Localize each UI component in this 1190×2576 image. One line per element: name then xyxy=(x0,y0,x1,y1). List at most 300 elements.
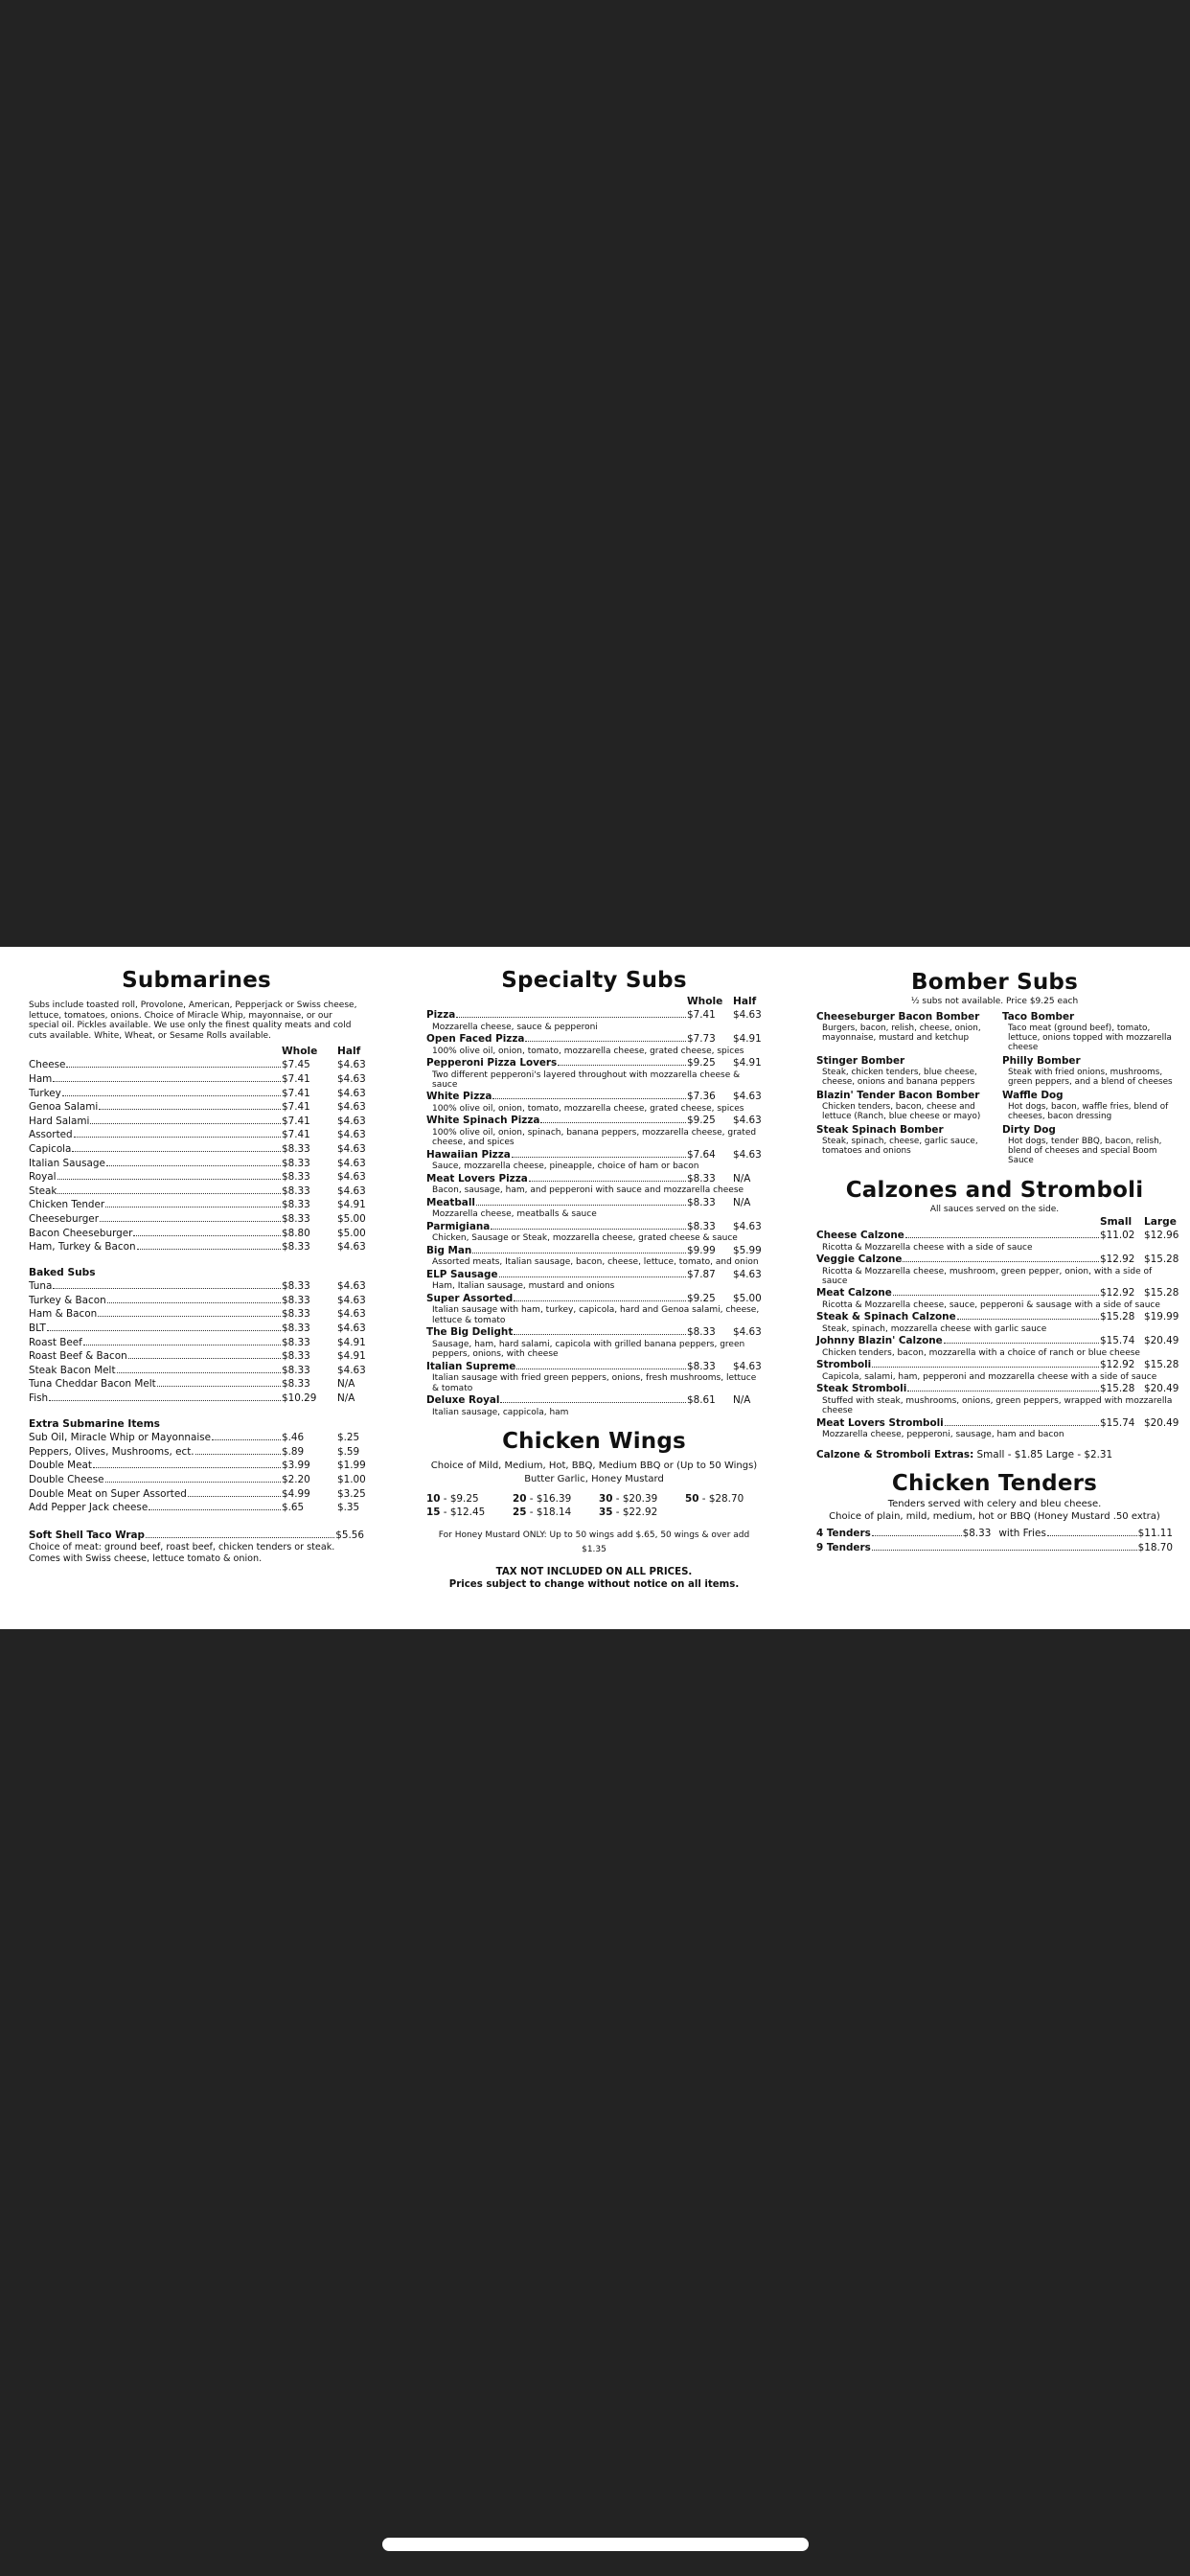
wings-note: For Honey Mustard ONLY: Up to 50 wings add $.65, 50 wings & over add $1.35 xyxy=(438,1530,750,1554)
price-half: $4.63 xyxy=(337,1241,366,1254)
wing-price xyxy=(599,1492,685,1506)
item-name: Steak Bacon Melt xyxy=(29,1364,116,1376)
price-whole: $9.25 xyxy=(687,1057,716,1069)
price-small: $15.74 xyxy=(1100,1335,1135,1347)
submarines-title: Submarines xyxy=(122,968,271,993)
price-small: $11.02 xyxy=(1100,1230,1135,1241)
bomber-name: Philly Bomber xyxy=(1002,1055,1081,1067)
menu-row xyxy=(29,1349,364,1364)
leader-dots xyxy=(903,1261,1099,1262)
leader-dots xyxy=(117,1372,281,1373)
item-desc: Mozzarella cheese, meatballs & sauce xyxy=(432,1209,597,1220)
bomber-name: Cheeseburger Bacon Bomber xyxy=(816,1011,980,1023)
wing-price xyxy=(426,1506,513,1519)
menu-row xyxy=(426,1360,762,1374)
menu-row xyxy=(816,1286,1179,1300)
item-name: Parmigiana xyxy=(426,1220,491,1232)
menu-row xyxy=(426,1220,762,1234)
item-name: Meat Calzone xyxy=(816,1287,892,1300)
leader-dots xyxy=(945,1425,1099,1426)
item-desc: Sausage, ham, hard salami, capicola with grilled banana peppers, green peppers, onions, with cheese xyxy=(432,1339,745,1360)
price-whole: $7.45 xyxy=(282,1059,310,1071)
leader-dots xyxy=(872,1550,1137,1551)
tax-note-2: Prices subject to change without notice on all items. xyxy=(448,1579,740,1591)
price-whole: $8.61 xyxy=(687,1394,716,1407)
price-small: $12.92 xyxy=(1100,1287,1135,1300)
item-name: Super Assorted xyxy=(426,1292,514,1304)
bomber-desc: Hot dogs, tender BBQ, bacon, relish, blend of cheeses and special Boom Sauce xyxy=(1008,1137,1162,1165)
menu-row xyxy=(426,1148,762,1162)
submarines-intro: Subs include toasted roll, Provolone, American, Pepperjack or Swiss cheese, lettuce, tomatoes, onions. Choice of Miracle Whip, mayonnaise, or our special oil. Pickles available. We use only the finest quality meats and cold cuts available. White, Wheat, or Sesame Rolls available. xyxy=(29,1000,357,1041)
leader-dots xyxy=(1047,1535,1137,1536)
price-whole: $7.87 xyxy=(687,1268,716,1280)
calzones-header xyxy=(816,1215,1177,1229)
price-whole: $7.36 xyxy=(687,1091,716,1103)
item-name: Turkey & Bacon xyxy=(29,1294,106,1306)
item-name: White Spinach Pizza xyxy=(426,1115,540,1127)
large-header: Large xyxy=(1144,1216,1177,1228)
price-half: $4.63 xyxy=(337,1129,366,1141)
price-half: $4.63 xyxy=(337,1087,366,1099)
wing-price xyxy=(685,1506,762,1519)
price-whole: $8.80 xyxy=(282,1227,310,1239)
leader-dots xyxy=(105,1207,281,1208)
menu-row xyxy=(426,1325,762,1340)
item-desc: Bacon, sausage, ham, and pepperoni with sauce and mozzarella cheese xyxy=(432,1185,744,1196)
item-desc: Sauce, mozzarella cheese, pineapple, choice of ham or bacon xyxy=(432,1162,699,1172)
leader-dots xyxy=(66,1067,281,1068)
leader-dots xyxy=(57,1179,281,1180)
leader-dots xyxy=(499,1276,686,1277)
bomber-title: Bomber Subs xyxy=(910,970,1078,995)
item-name: Royal xyxy=(29,1171,57,1184)
price-half: $4.63 xyxy=(733,1009,762,1021)
item-name: Italian Supreme xyxy=(426,1360,516,1372)
price-large: $20.49 xyxy=(1144,1416,1179,1429)
leader-dots xyxy=(57,1193,281,1194)
item-desc: Italian sausage, cappicola, ham xyxy=(432,1407,569,1417)
item-name: Fish xyxy=(29,1392,49,1405)
item-name: Tuna Cheddar Bacon Melt xyxy=(29,1378,156,1391)
price-whole: $9.25 xyxy=(687,1115,716,1127)
item-desc: Mozzarella cheese, sauce & pepperoni xyxy=(432,1022,598,1032)
item-name: Double Meat xyxy=(29,1460,92,1472)
leader-dots xyxy=(907,1391,1099,1392)
menu-row xyxy=(29,1392,364,1406)
wing-qty: 50 xyxy=(685,1493,699,1506)
bomber-item xyxy=(816,1090,998,1124)
price-whole: $8.33 xyxy=(282,1378,310,1391)
price-whole: $8.33 xyxy=(282,1171,310,1184)
price-half: $3.25 xyxy=(337,1487,366,1500)
menu-row xyxy=(816,1253,1179,1267)
price-half: $4.91 xyxy=(337,1199,366,1211)
menu-row xyxy=(29,1100,364,1115)
price-half: $4.63 xyxy=(733,1360,762,1372)
item-name: Pizza xyxy=(426,1009,456,1021)
menu-row xyxy=(29,1115,364,1129)
price-half: $4.63 xyxy=(337,1280,366,1293)
item-desc: Ricotta & Mozzarella cheese, sauce, pepperoni & sausage with a side of sauce xyxy=(822,1300,1160,1310)
wing-price xyxy=(513,1492,599,1506)
bomber-desc: Hot dogs, bacon, waffle fries, blend of cheeses, bacon dressing xyxy=(1008,1102,1169,1121)
wing-price xyxy=(685,1492,762,1506)
tender-price: $8.33 xyxy=(962,1528,992,1540)
bomber-desc: Burgers, bacon, relish, cheese, onion, mayonnaise, mustard and ketchup xyxy=(822,1024,981,1043)
price-half: $4.63 xyxy=(733,1220,762,1232)
menu-image xyxy=(0,947,1190,1629)
leader-dots xyxy=(476,1205,686,1206)
bomber-item xyxy=(1002,1011,1175,1055)
price-half: $4.63 xyxy=(337,1364,366,1376)
menu-row xyxy=(816,1229,1179,1243)
item-name: Sub Oil, Miracle Whip or Mayonnaise xyxy=(29,1432,212,1444)
item-desc: Italian sausage with ham, turkey, capicola, hard and Genoa salami, cheese, lettuce & tomato xyxy=(432,1305,760,1325)
leader-dots xyxy=(872,1367,1099,1368)
item-name: ELP Sausage xyxy=(426,1268,498,1280)
price-half: $5.99 xyxy=(733,1244,762,1256)
wings-line2: Butter Garlic, Honey Mustard xyxy=(524,1474,664,1485)
item-name: Johnny Blazin' Calzone xyxy=(816,1335,943,1347)
menu-row xyxy=(29,1322,364,1336)
price-whole: $8.33 xyxy=(282,1212,310,1225)
price-whole: $8.33 xyxy=(282,1336,310,1348)
item-name: Ham xyxy=(29,1072,53,1085)
item-desc: Ham, Italian sausage, mustard and onions xyxy=(432,1281,615,1292)
leader-dots xyxy=(525,1041,686,1042)
leader-dots xyxy=(90,1123,281,1124)
bomber-item xyxy=(816,1124,998,1168)
taco-wrap-price: $5.56 xyxy=(335,1529,364,1541)
leader-dots xyxy=(516,1368,686,1369)
price-whole: $8.33 xyxy=(282,1364,310,1376)
leader-dots xyxy=(53,1288,281,1289)
price-whole: $3.99 xyxy=(282,1460,310,1472)
item-name: Roast Beef xyxy=(29,1336,82,1348)
wing-qty: 35 xyxy=(599,1506,613,1519)
leader-dots xyxy=(514,1334,686,1335)
price-whole: $7.64 xyxy=(687,1148,716,1161)
price-half: N/A xyxy=(337,1392,355,1405)
price-whole: $7.41 xyxy=(687,1009,716,1021)
menu-row xyxy=(426,1244,762,1258)
menu-row xyxy=(426,1196,762,1210)
price-whole: $8.33 xyxy=(282,1322,310,1335)
wings-line1: Choice of Mild, Medium, Hot, BBQ, Medium BBQ or (Up to 50 Wings) xyxy=(430,1460,758,1472)
tenders-line1: Tenders served with celery and bleu cheese. xyxy=(887,1499,1102,1510)
item-name: Double Meat on Super Assorted xyxy=(29,1487,187,1500)
leader-dots xyxy=(500,1402,686,1403)
menu-row xyxy=(29,1279,364,1294)
item-desc: Stuffed with steak, mushrooms, onions, green peppers, wrapped with mozzarella cheese xyxy=(822,1396,1173,1416)
price-whole: $7.41 xyxy=(282,1072,310,1085)
leader-dots xyxy=(74,1137,281,1138)
calzones-title: Calzones and Stromboli xyxy=(845,1178,1144,1203)
item-name: Assorted xyxy=(29,1129,73,1141)
menu-row xyxy=(29,1336,364,1350)
leader-dots xyxy=(53,1081,281,1082)
wings-prices xyxy=(426,1492,762,1519)
price-whole: $7.41 xyxy=(282,1087,310,1099)
wing-qty: 30 xyxy=(599,1493,613,1506)
calzones-subtitle: All sauces served on the side. xyxy=(929,1205,1060,1214)
item-name: Ham & Bacon xyxy=(29,1308,98,1321)
leader-dots xyxy=(558,1065,686,1066)
wing-cost: - $28.70 xyxy=(698,1493,744,1506)
tender-extra: with Fries xyxy=(998,1528,1046,1540)
menu-row xyxy=(426,1032,762,1046)
price-small: $12.92 xyxy=(1100,1254,1135,1265)
item-name: Genoa Salami xyxy=(29,1101,99,1114)
wing-cost: - $12.45 xyxy=(440,1506,486,1519)
wing-cost: - $22.92 xyxy=(612,1506,658,1519)
item-desc: Chicken tenders, bacon, mozzarella with a choice of ranch or blue cheese xyxy=(822,1348,1140,1358)
wings-title: Chicken Wings xyxy=(502,1429,686,1455)
price-half: $4.63 xyxy=(733,1268,762,1280)
taco-wrap-row xyxy=(29,1529,364,1543)
leader-dots xyxy=(49,1400,281,1401)
price-whole: $8.33 xyxy=(687,1196,716,1208)
item-name: Add Pepper Jack cheese xyxy=(29,1502,149,1514)
item-name: Bacon Cheeseburger xyxy=(29,1227,133,1239)
baked-subs-list xyxy=(29,1279,364,1405)
item-name: Meat Lovers Pizza xyxy=(426,1172,528,1184)
menu-row xyxy=(426,1292,762,1306)
leader-dots xyxy=(128,1358,281,1359)
menu-row xyxy=(816,1310,1179,1324)
wing-price xyxy=(513,1506,599,1519)
price-half: $5.00 xyxy=(337,1227,366,1239)
menu-row xyxy=(29,1170,364,1184)
price-whole: $8.33 xyxy=(282,1308,310,1321)
menu-row xyxy=(29,1364,364,1378)
price-small: $15.28 xyxy=(1100,1311,1135,1323)
menu-row xyxy=(816,1358,1179,1372)
price-small: $15.28 xyxy=(1100,1383,1135,1395)
leader-dots xyxy=(212,1439,281,1440)
leader-dots xyxy=(83,1345,281,1346)
menu-row xyxy=(29,1431,364,1445)
leader-dots xyxy=(872,1535,962,1536)
price-whole: $9.25 xyxy=(687,1292,716,1304)
leader-dots xyxy=(106,1165,281,1166)
calzone-extras xyxy=(816,1448,1173,1462)
item-name: BLT xyxy=(29,1322,46,1335)
leader-dots xyxy=(529,1181,686,1182)
price-half: N/A xyxy=(733,1172,751,1184)
wing-cost: - $16.39 xyxy=(526,1493,572,1506)
price-whole: $8.33 xyxy=(282,1280,310,1293)
extra-items-list xyxy=(29,1431,364,1515)
price-whole: $7.73 xyxy=(687,1033,716,1045)
price-half: $4.63 xyxy=(337,1142,366,1155)
menu-row xyxy=(426,1114,762,1128)
item-name: Chicken Tender xyxy=(29,1199,105,1211)
price-half: $4.63 xyxy=(733,1326,762,1339)
price-whole: $2.20 xyxy=(282,1474,310,1485)
price-half: $4.63 xyxy=(337,1294,366,1306)
specialty-column xyxy=(426,947,762,1591)
item-desc: 100% olive oil, onion, spinach, banana peppers, mozzarella cheese, grated cheese, and spices xyxy=(432,1128,757,1148)
price-whole: $8.33 xyxy=(687,1220,716,1232)
item-name: Tuna xyxy=(29,1280,53,1293)
leader-dots xyxy=(107,1302,281,1303)
menu-row xyxy=(29,1157,364,1171)
menu-row xyxy=(426,1393,762,1408)
menu-row xyxy=(29,1445,364,1460)
price-whole: $9.99 xyxy=(687,1244,716,1256)
menu-row xyxy=(816,1334,1179,1348)
wing-price xyxy=(426,1492,513,1506)
item-desc: 100% olive oil, onion, tomato, mozzarella cheese, grated cheese, spices xyxy=(432,1104,744,1114)
item-name: Cheeseburger xyxy=(29,1212,99,1225)
item-desc: Ricotta & Mozzarella cheese, mushroom, green pepper, onion, with a side of sauce xyxy=(822,1266,1153,1286)
price-half: $4.91 xyxy=(733,1033,762,1045)
menu-row xyxy=(426,1056,762,1070)
submarines-list xyxy=(29,1058,364,1254)
menu-row xyxy=(29,1184,364,1199)
price-half: N/A xyxy=(337,1378,355,1391)
menu-row xyxy=(29,1377,364,1392)
price-half: $4.63 xyxy=(337,1308,366,1321)
bomber-desc: Steak, spinach, cheese, garlic sauce, tomatoes and onions xyxy=(822,1137,978,1156)
price-half: $4.91 xyxy=(733,1057,762,1069)
item-name: Roast Beef & Bacon xyxy=(29,1350,127,1363)
wing-qty: 10 xyxy=(426,1493,441,1506)
price-large: $12.96 xyxy=(1144,1230,1179,1241)
item-name: Big Man xyxy=(426,1244,472,1256)
whole-header: Whole xyxy=(282,1046,318,1058)
price-half: $4.91 xyxy=(337,1350,366,1363)
wing-cost: - $9.25 xyxy=(440,1493,479,1506)
tenders-list xyxy=(816,1527,1173,1554)
leader-dots xyxy=(491,1229,686,1230)
price-half: $4.63 xyxy=(337,1322,366,1335)
price-whole: $8.33 xyxy=(282,1350,310,1363)
price-whole: $7.41 xyxy=(282,1101,310,1114)
submarines-header xyxy=(29,1045,364,1058)
price-large: $19.99 xyxy=(1144,1311,1179,1323)
leader-dots xyxy=(100,1221,281,1222)
menu-row xyxy=(29,1459,364,1473)
item-name: Stromboli xyxy=(816,1359,872,1371)
price-whole: $8.33 xyxy=(282,1241,310,1254)
price-half: $4.63 xyxy=(733,1148,762,1161)
menu-row xyxy=(426,1172,762,1186)
home-indicator[interactable] xyxy=(382,2538,809,2551)
price-large: $15.28 xyxy=(1144,1254,1179,1265)
leader-dots xyxy=(157,1386,281,1387)
wing-qty: 25 xyxy=(513,1506,527,1519)
half-header: Half xyxy=(733,996,757,1007)
leader-dots xyxy=(72,1151,281,1152)
price-half: $4.63 xyxy=(337,1115,366,1127)
specialty-title: Specialty Subs xyxy=(501,968,687,993)
leader-dots xyxy=(905,1237,1099,1238)
price-whole: $10.29 xyxy=(282,1392,317,1405)
extra-items-title: Extra Submarine Items xyxy=(29,1417,160,1430)
item-name: Pepperoni Pizza Lovers xyxy=(426,1057,558,1069)
leader-dots xyxy=(456,1017,686,1018)
menu-row xyxy=(816,1416,1179,1431)
item-name: Cheese Calzone xyxy=(816,1230,904,1241)
item-name: Double Cheese xyxy=(29,1474,104,1485)
menu-row xyxy=(29,1487,364,1502)
price-half: $4.63 xyxy=(733,1091,762,1103)
calzone-extras-label: Calzone & Stromboli Extras: xyxy=(816,1448,974,1460)
menu-row xyxy=(29,1058,364,1072)
bomber-item xyxy=(1002,1055,1175,1090)
bomber-desc: Steak, chicken tenders, blue cheese, cheese, onions and banana peppers xyxy=(822,1068,977,1087)
item-name: White Pizza xyxy=(426,1091,492,1103)
price-whole: $.89 xyxy=(282,1445,305,1458)
price-whole: $.65 xyxy=(282,1502,305,1514)
leader-dots xyxy=(893,1295,1099,1296)
taco-wrap-name: Soft Shell Taco Wrap xyxy=(29,1529,145,1541)
leader-dots xyxy=(195,1454,281,1455)
half-header: Half xyxy=(337,1046,361,1058)
menu-row xyxy=(29,1212,364,1227)
price-whole: $8.33 xyxy=(687,1360,716,1372)
item-name: Capicola xyxy=(29,1142,72,1155)
bomber-column xyxy=(816,947,1179,1555)
price-half: $5.00 xyxy=(733,1292,762,1304)
item-desc: Italian sausage with fried green peppers, onions, fresh mushrooms, lettuce & tomato xyxy=(432,1373,757,1393)
tenders-line2: Choice of plain, mild, medium, hot or BBQ (Honey Mustard .50 extra) xyxy=(829,1511,1160,1523)
price-large: $20.49 xyxy=(1144,1383,1179,1395)
bomber-name: Steak Spinach Bomber xyxy=(816,1124,944,1136)
menu-row xyxy=(426,1090,762,1104)
leader-dots xyxy=(492,1098,686,1099)
item-name: Cheese xyxy=(29,1059,66,1071)
item-name: Ham, Turkey & Bacon xyxy=(29,1241,136,1254)
menu-row xyxy=(426,1268,762,1282)
menu-row xyxy=(29,1198,364,1212)
price-half: $.25 xyxy=(337,1432,360,1444)
leader-dots xyxy=(957,1319,1099,1320)
wing-cost: - $20.39 xyxy=(612,1493,658,1506)
price-whole: $8.33 xyxy=(282,1184,310,1197)
wing-qty: 15 xyxy=(426,1506,441,1519)
price-half: $4.63 xyxy=(337,1059,366,1071)
item-desc: Two different pepperoni's layered throughout with mozzarella cheese & sauce xyxy=(432,1070,741,1090)
price-whole: $8.33 xyxy=(687,1172,716,1184)
price-large: $15.28 xyxy=(1144,1359,1179,1371)
item-desc: Ricotta & Mozzarella cheese with a side of sauce xyxy=(822,1242,1033,1253)
price-whole: $8.33 xyxy=(282,1157,310,1169)
menu-row xyxy=(29,1072,364,1087)
tenders-title: Chicken Tenders xyxy=(891,1471,1098,1497)
menu-row xyxy=(29,1142,364,1157)
item-desc: Steak, spinach, mozzarella cheese with garlic sauce xyxy=(822,1324,1047,1334)
price-half: N/A xyxy=(733,1196,751,1208)
item-desc: Assorted meats, Italian sausage, bacon, cheese, lettuce, tomato, and onion xyxy=(432,1257,759,1268)
price-half: $4.91 xyxy=(337,1336,366,1348)
menu-row xyxy=(29,1240,364,1254)
tender-extra-price: $18.70 xyxy=(1137,1542,1173,1553)
item-name: Hawaiian Pizza xyxy=(426,1148,511,1161)
calzone-extras-text: Small - $1.85 Large - $2.31 xyxy=(976,1448,1113,1460)
tender-extra-price: $11.11 xyxy=(1137,1528,1174,1540)
leader-dots xyxy=(99,1109,281,1110)
menu-row xyxy=(29,1307,364,1322)
item-desc: Mozzarella cheese, pepperoni, sausage, ham and bacon xyxy=(822,1430,1064,1440)
price-whole: $8.33 xyxy=(687,1326,716,1339)
price-large: $15.28 xyxy=(1144,1287,1179,1300)
wing-qty: 20 xyxy=(513,1493,527,1506)
leader-dots xyxy=(62,1095,281,1096)
bomber-item xyxy=(816,1055,998,1090)
